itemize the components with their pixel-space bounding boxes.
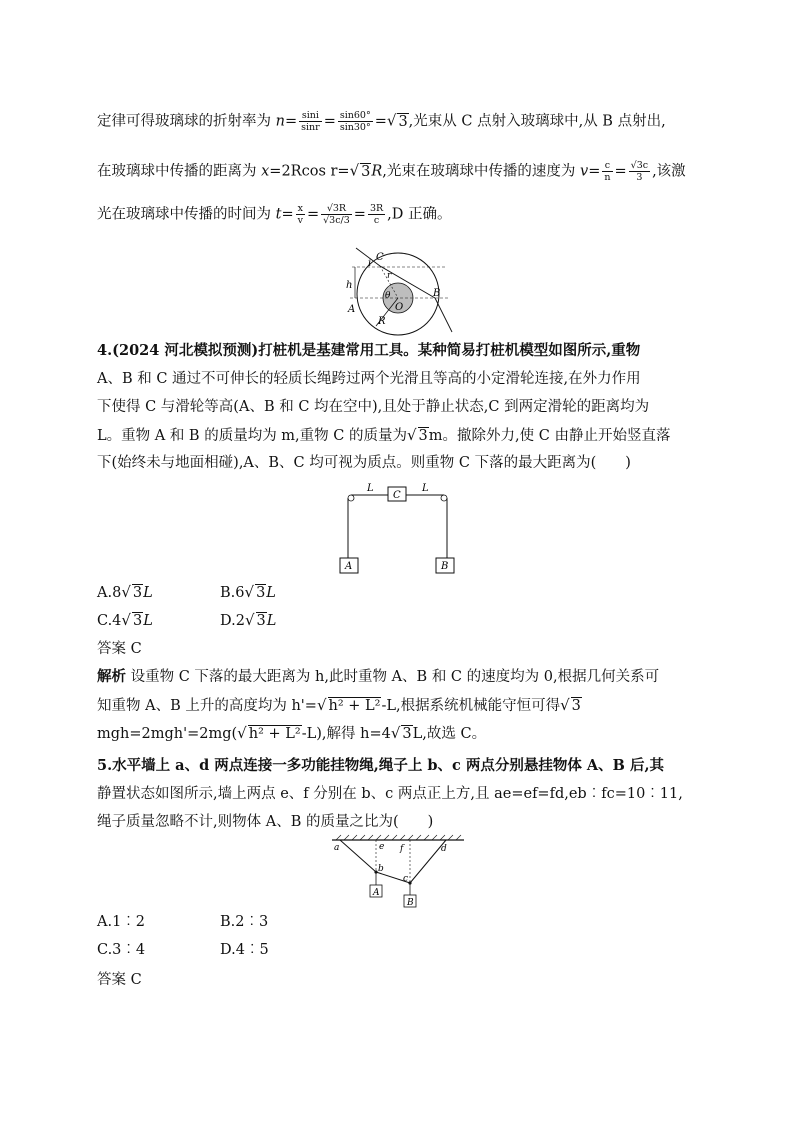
q4-line-5 <box>97 453 631 473</box>
text: -L),解得 h=4 <box>301 726 391 742</box>
text: 4.(2024 河北模拟预测)打桩机是基建常用工具。某种简易打桩机模型如图所示,重物 <box>97 342 641 359</box>
pulley-left <box>348 495 354 501</box>
frac-den: c <box>373 215 380 226</box>
var-x: x <box>261 163 270 180</box>
text: -L,根据系统机械能守恒可得 <box>381 698 561 714</box>
text: B.6 <box>220 585 245 601</box>
label-C: C <box>376 252 384 263</box>
figure-pile-driver <box>336 480 460 576</box>
label-i: i <box>368 258 372 269</box>
text: mgh=2mgh'=2mg( <box>97 726 238 742</box>
text: ,该激 <box>652 163 686 180</box>
label-L-right: L <box>422 483 429 494</box>
label-A: A <box>373 888 380 898</box>
pulley-right <box>441 495 447 501</box>
label-e: e <box>379 842 385 852</box>
text: D.2 <box>220 613 245 629</box>
q5-option-d[interactable] <box>220 940 269 960</box>
figure-hanging-rope <box>328 834 468 910</box>
sqrt-arg: h² + L² <box>328 698 381 714</box>
label-d: d <box>441 844 447 854</box>
label-L-left: L <box>367 483 374 494</box>
sqrt-arg: 3 <box>418 428 428 444</box>
label-A: A <box>348 304 356 315</box>
var-L: L <box>143 613 153 629</box>
frac-den: sinr <box>301 122 320 133</box>
eq: = <box>281 206 294 223</box>
label-a: a <box>334 843 340 853</box>
fraction-c-n <box>602 160 612 183</box>
label-c: c <box>403 874 409 884</box>
eq: = <box>614 163 627 180</box>
eq: = <box>323 113 336 130</box>
var-t: t <box>275 206 282 223</box>
sqrt-arg: 3 <box>256 613 266 629</box>
sqrt-arg: 3 <box>256 585 266 601</box>
text: 5.水平墙上 a、d 两点连接一多功能挂物绳,绳子上 b、c 两点分别悬挂物体 A、B 后,其 <box>97 757 665 774</box>
var-v: v <box>580 163 589 180</box>
sqrt-sign: √ <box>316 696 327 714</box>
wall-hatching <box>336 835 461 840</box>
eq: = <box>284 113 298 130</box>
q5-option-c[interactable] <box>97 940 145 960</box>
q4-answer <box>97 639 142 659</box>
fraction-sqrt3c-3 <box>629 160 650 183</box>
frac-num: sini <box>299 110 322 122</box>
answer-text: 答案 C <box>97 972 142 988</box>
q4-option-d[interactable] <box>220 610 276 631</box>
q4-option-b[interactable] <box>220 582 276 603</box>
frac-num: √3R <box>321 203 352 215</box>
q4-line-4 <box>97 425 670 446</box>
label-B: B <box>441 561 449 572</box>
q4-line-1 <box>97 341 640 361</box>
sqrt-arg: 3 <box>132 585 143 601</box>
label-C: C <box>393 490 401 501</box>
text: ,光束在玻璃球中传播的速度为 <box>382 163 581 180</box>
text: 定律可得玻璃球的折射率为 <box>97 113 276 130</box>
q4-line-3 <box>97 397 649 417</box>
text: m。撤除外力,使 C 由静止开始竖直落 <box>428 428 671 444</box>
var-R: R <box>371 163 383 180</box>
sqrt-arg: 3 <box>571 698 581 714</box>
text: =2Rcos r= <box>269 163 350 180</box>
figure-glass-sphere <box>340 246 460 336</box>
text: A.8 <box>97 585 122 601</box>
var-L: L <box>143 585 153 601</box>
frac-num: √3c <box>630 160 649 171</box>
sqrt-sign: √ <box>121 611 131 629</box>
sqrt-sign: √ <box>349 161 360 180</box>
eq: = <box>353 206 366 223</box>
text: 静置状态如图所示,墙上两点 e、f 分别在 b、c 两点正上方,且 ae=ef=fd,eb︰fc=10︰11, <box>97 786 683 802</box>
q5-option-b[interactable] <box>220 912 268 932</box>
exit-ray <box>435 298 452 332</box>
eq: = <box>306 206 320 223</box>
q5-line-2 <box>97 784 683 804</box>
q5-line-1 <box>97 756 664 776</box>
frac-num: c <box>602 160 612 172</box>
sqrt-sign: √ <box>390 724 401 742</box>
frac-num: 3R <box>369 203 384 214</box>
text: ,D 正确。 <box>387 206 452 223</box>
q5-option-a[interactable] <box>97 912 145 932</box>
label-r: r <box>387 271 392 281</box>
q4-explanation-line-1 <box>97 667 659 687</box>
q4-explanation-line-3 <box>97 723 486 744</box>
explanation-line-2 <box>97 160 686 183</box>
text: C.3︰4 <box>97 942 146 958</box>
label-O: O <box>395 302 404 313</box>
explanation-label: 解析 <box>97 668 126 685</box>
label-theta: θ <box>385 291 391 301</box>
sqrt-arg: h² + L² <box>248 726 301 742</box>
var-L: L <box>266 613 277 629</box>
label-R: R <box>378 316 386 327</box>
var-n: n <box>275 113 285 130</box>
var-L: L <box>266 585 276 601</box>
label-B: B <box>407 898 414 908</box>
label-A: A <box>345 561 353 572</box>
label-b: b <box>378 864 384 874</box>
sqrt-sign: √ <box>560 696 570 714</box>
sqrt-sign: √ <box>406 426 417 444</box>
text: C.4 <box>97 613 122 629</box>
sqrt-sign: √ <box>237 724 247 742</box>
sqrt-sign: √ <box>386 111 397 130</box>
explanation-line-3 <box>97 203 452 226</box>
sqrt-arg: 3 <box>361 163 371 180</box>
q4-option-a[interactable] <box>97 582 153 603</box>
rope-a-b <box>340 840 376 872</box>
eq: = <box>374 113 387 130</box>
text: ,光束从 C 点射入玻璃球中,从 B 点射出, <box>408 113 666 130</box>
frac-den: sin30° <box>339 122 371 133</box>
q4-option-c[interactable] <box>97 610 153 631</box>
frac-den: 3 <box>636 172 643 183</box>
text: 绳子质量忽略不计,则物体 A、B 的质量之比为( ) <box>97 814 434 830</box>
text: D.4︰5 <box>220 942 269 958</box>
text: A、B 和 C 通过不可伸长的轻质长绳跨过两个光滑且等高的小定滑轮连接,在外力作用 <box>97 371 641 387</box>
label-h: h <box>346 280 353 291</box>
q4-line-2 <box>97 369 641 389</box>
fraction-sqrt3R <box>321 203 352 226</box>
sqrt-sign: √ <box>244 611 255 629</box>
answer-text: 答案 C <box>97 641 142 657</box>
text: B.2︰3 <box>220 914 269 930</box>
sqrt-arg: 3 <box>402 726 412 742</box>
fraction-x-v <box>296 203 305 226</box>
frac-num: sin60° <box>339 110 371 121</box>
text: L。重物 A 和 B 的质量均为 m,重物 C 的质量为 <box>97 428 407 444</box>
q4-explanation-line-2 <box>97 695 582 716</box>
explanation-line-1 <box>97 110 666 133</box>
frac-num: x <box>296 203 305 215</box>
fraction-3R-c <box>368 203 385 226</box>
frac-den: n <box>604 172 611 183</box>
frac-den: v <box>297 215 303 226</box>
point-c <box>408 881 411 884</box>
frac-den: √3c/3 <box>323 215 350 226</box>
fraction-sin60-sin30 <box>338 110 373 133</box>
text: L,故选 C。 <box>412 726 487 742</box>
text: 光在玻璃球中传播的时间为 <box>97 206 276 223</box>
text: A.1︰2 <box>97 914 146 930</box>
sqrt-sign: √ <box>244 583 255 601</box>
sqrt-sign: √ <box>121 583 131 601</box>
label-f: f <box>400 844 404 854</box>
text: 下(始终未与地面相碰),A、B、C 均可视为质点。则重物 C 下落的最大距离为( ) <box>97 455 631 471</box>
eq: = <box>588 163 601 180</box>
text: 下使得 C 与滑轮等高(A、B 和 C 均在空中),且处于静止状态,C 到两定滑轮的距离均为 <box>97 399 650 415</box>
text: 知重物 A、B 上升的高度均为 h'= <box>97 698 317 714</box>
text: 设重物 C 下落的最大距离为 h,此时重物 A、B 和 C 的速度均为 0,根据几何关系可 <box>126 669 660 685</box>
fraction-sini-sinr <box>299 110 322 133</box>
sqrt-arg: 3 <box>132 613 143 629</box>
q5-answer <box>97 970 142 990</box>
label-B: B <box>433 288 441 299</box>
text: 在玻璃球中传播的距离为 <box>97 163 262 180</box>
sqrt-arg: 3 <box>398 113 408 130</box>
q5-line-3 <box>97 812 433 832</box>
